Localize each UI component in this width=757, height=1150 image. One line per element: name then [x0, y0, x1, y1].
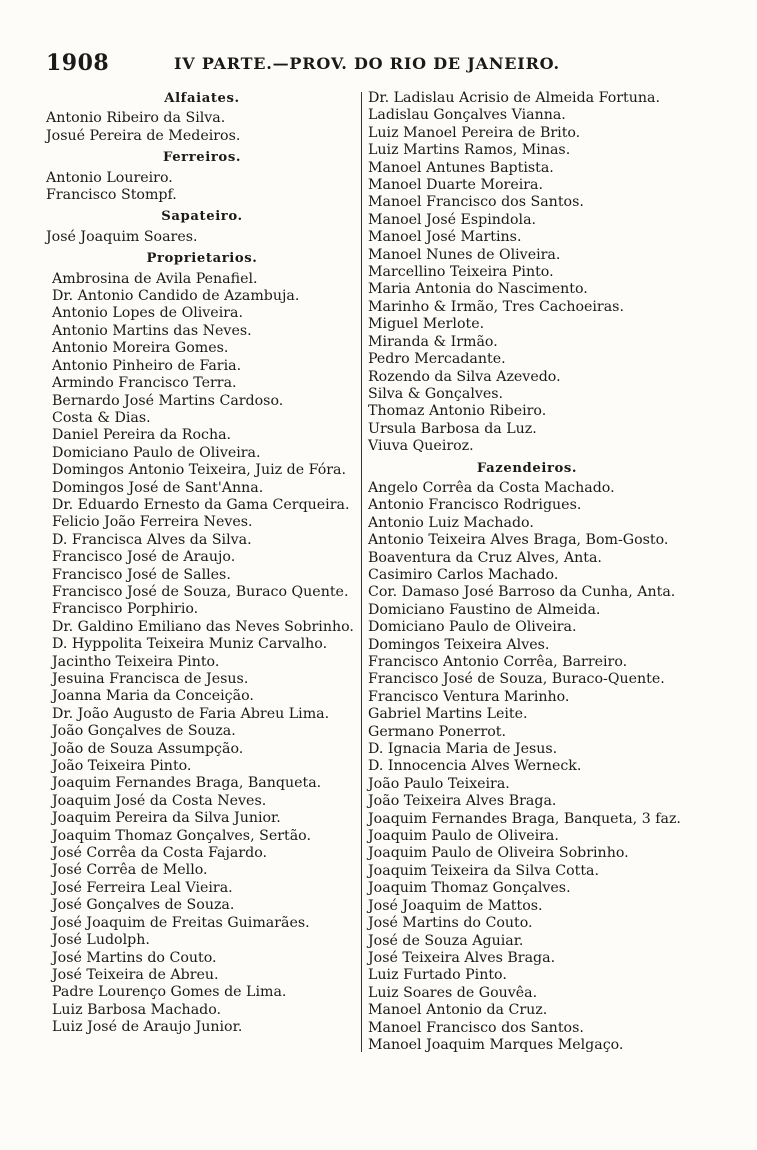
list-item: José de Souza Aguiar. — [368, 932, 524, 949]
list-fazendeiros — [368, 480, 686, 1054]
list-item: Joaquim Paulo de Oliveira. — [368, 828, 559, 845]
list-item: Marcellino Teixeira Pinto. — [368, 264, 554, 281]
section-alfaiates — [46, 90, 358, 145]
list-item: Francisco Antonio Corrêa, Barreiro. — [368, 654, 628, 670]
list-item: Casimiro Carlos Machado. — [368, 566, 559, 583]
list-item: José Corrêa da Costa Fajardo. — [52, 845, 268, 862]
column-divider — [361, 92, 362, 1052]
list-item: Dr. Antonio Candido de Azambuja. — [52, 288, 300, 305]
list-item: Francisco Stompf. — [46, 187, 177, 204]
list-proprietarios-continued — [368, 90, 686, 456]
list-item: Costa & Dias. — [52, 409, 151, 426]
list-item: João de Souza Assumpção. — [52, 740, 244, 757]
list-item: Manoel José Martins. — [368, 229, 522, 246]
list-ferreiros — [46, 170, 358, 205]
list-item: Padre Lourenço Gomes de Lima. — [52, 984, 287, 1001]
list-item: Antonio Lopes de Oliveira. — [52, 305, 243, 322]
list-item: Domiciano Faustino de Almeida. — [368, 601, 601, 618]
list-item: Angelo Corrêa da Costa Machado. — [368, 479, 615, 496]
section-title-proprietarios: Proprietarios. — [146, 251, 258, 267]
list-item: Dr. Galdino Emiliano das Neves Sobrinho. — [52, 618, 354, 635]
list-item: José Joaquim de Mattos. — [368, 897, 543, 914]
section-ferreiros — [46, 149, 358, 204]
list-item: Francisco Porphirio. — [52, 601, 199, 618]
list-item: Dr. Ladislau Acrisio de Almeida Fortuna. — [368, 90, 660, 106]
list-item: Joanna Maria da Conceição. — [52, 688, 254, 705]
list-item: Pedro Mercadante. — [368, 351, 506, 368]
list-item: João Teixeira Pinto. — [52, 758, 192, 775]
list-item: D. Francisca Alves da Silva. — [52, 531, 252, 548]
list-item: Luiz José de Araujo Junior. — [52, 1019, 243, 1036]
list-item: Ambrosina de Avila Penafiel. — [52, 270, 258, 287]
list-item: Domingos José de Sant'Anna. — [52, 479, 264, 496]
section-fazendeiros — [368, 460, 686, 1055]
list-item: Boaventura da Cruz Alves, Anta. — [368, 549, 602, 566]
list-item: Thomaz Antonio Ribeiro. — [368, 403, 547, 420]
list-item: Domingos Teixeira Alves. — [368, 636, 550, 653]
section-sapateiro — [46, 208, 358, 246]
list-item: Cor. Damaso José Barroso da Cunha, Anta. — [368, 584, 676, 601]
list-item: Antonio Ribeiro da Silva. — [46, 110, 226, 127]
list-item: Maria Antonia do Nascimento. — [368, 281, 588, 298]
list-item: D. Ignacia Maria de Jesus. — [368, 741, 558, 758]
list-item: Joaquim Thomaz Gonçalves. — [368, 880, 571, 897]
list-item: Francisco José de Salles. — [52, 566, 231, 583]
list-item: Joaquim Thomaz Gonçalves, Sertão. — [52, 827, 311, 844]
list-item: Miguel Merlote. — [368, 316, 485, 333]
right-column — [368, 90, 686, 1058]
list-item: Francisco José de Souza, Buraco Quente. — [52, 583, 349, 600]
list-item: Luiz Manoel Pereira de Brito. — [368, 124, 581, 141]
list-item: D. Hyppolita Teixeira Muniz Carvalho. — [52, 636, 328, 653]
list-item: Antonio Pinheiro de Faria. — [52, 357, 242, 374]
list-item: Antonio Teixeira Alves Braga, Bom-Gosto. — [368, 532, 669, 549]
section-title-sapateiro: Sapateiro. — [161, 209, 243, 225]
list-item: Jacintho Teixeira Pinto. — [52, 653, 220, 670]
list-item: Joaquim Pereira da Silva Junior. — [52, 810, 281, 827]
list-item: Joaquim Paulo de Oliveira Sobrinho. — [368, 845, 629, 862]
list-item: Luiz Martins Ramos, Minas. — [368, 142, 571, 159]
list-item: José Martins do Couto. — [368, 915, 533, 932]
list-item: Manoel Antonio da Cruz. — [368, 1002, 548, 1019]
list-item: Joaquim Fernandes Braga, Banqueta, 3 faz. — [368, 810, 681, 827]
list-item: Joaquim José da Costa Neves. — [52, 792, 267, 809]
list-item: Manoel Francisco dos Santos. — [368, 1019, 584, 1036]
section-proprietarios — [46, 250, 358, 1036]
list-sapateiro — [46, 229, 358, 246]
list-alfaiates — [46, 110, 358, 145]
page-number: 1908 — [46, 50, 110, 76]
list-item: Felicio João Ferreira Neves. — [52, 514, 253, 531]
section-title-alfaiates: Alfaiates. — [164, 91, 240, 106]
list-item: Silva & Gonçalves. — [368, 385, 504, 402]
list-item: José Corrêa de Mello. — [52, 862, 208, 879]
list-item: Domingos Antonio Teixeira, Juiz de Fóra. — [52, 462, 346, 479]
list-item: José Teixeira de Abreu. — [52, 966, 219, 983]
list-item: José Martins do Couto. — [52, 949, 217, 966]
list-item: Antonio Francisco Rodrigues. — [368, 497, 582, 514]
list-item: Ursula Barbosa da Luz. — [368, 420, 537, 437]
list-item: Francisco Ventura Marinho. — [368, 688, 570, 705]
section-proprietarios-continued — [368, 90, 686, 456]
list-item: Joaquim Fernandes Braga, Banqueta. — [52, 775, 322, 792]
list-item: Antonio Luiz Machado. — [368, 514, 534, 531]
list-item: Domiciano Paulo de Oliveira. — [52, 444, 261, 461]
page-header-title: IV PARTE.—PROV. DO RIO DE JANEIRO. — [174, 54, 560, 73]
list-item: Domiciano Paulo de Oliveira. — [368, 619, 577, 636]
section-title-ferreiros: Ferreiros. — [162, 150, 242, 166]
list-item: Joaquim Teixeira da Silva Cotta. — [368, 862, 599, 879]
list-item: José Joaquim Soares. — [46, 228, 198, 245]
list-item: Bernardo José Martins Cardoso. — [52, 392, 284, 409]
list-item: Manoel Antunes Baptista. — [368, 159, 554, 176]
left-column — [46, 90, 358, 1041]
list-item: Luiz Furtado Pinto. — [368, 967, 507, 984]
list-item: José Ludolph. — [52, 932, 150, 949]
list-item: Marinho & Irmão, Tres Cachoeiras. — [368, 298, 624, 315]
section-title-fazendeiros: Fazendeiros. — [476, 460, 578, 476]
list-item: Antonio Loureiro. — [46, 169, 173, 186]
list-item: Ladislau Gonçalves Vianna. — [368, 107, 566, 124]
list-item: Antonio Moreira Gomes. — [52, 340, 229, 357]
list-item: Viuva Queiroz. — [368, 438, 474, 455]
list-item: Rozendo da Silva Azevedo. — [368, 368, 561, 385]
list-item: Armindo Francisco Terra. — [52, 375, 237, 392]
list-item: Manoel Duarte Moreira. — [368, 177, 544, 194]
list-item: Manoel José Espindola. — [368, 211, 537, 228]
list-item: Manoel Nunes de Oliveira. — [368, 246, 561, 263]
list-item: José Gonçalves de Souza. — [52, 897, 235, 914]
list-item: Miranda & Irmão. — [368, 333, 498, 350]
list-item: Luiz Soares de Gouvêa. — [368, 984, 538, 1001]
list-item: José Teixeira Alves Braga. — [368, 949, 556, 966]
list-item: João Gonçalves de Souza. — [52, 723, 236, 740]
list-item: Antonio Martins das Neves. — [52, 322, 252, 339]
list-item: Dr. João Augusto de Faria Abreu Lima. — [52, 705, 330, 722]
list-item: João Paulo Teixeira. — [368, 775, 510, 792]
list-item: Francisco José de Souza, Buraco-Quente. — [368, 671, 665, 688]
list-item: Jesuina Francisca de Jesus. — [52, 671, 249, 687]
list-item: Manoel Francisco dos Santos. — [368, 194, 584, 211]
list-item: Manoel Joaquim Marques Melgaço. — [368, 1036, 624, 1053]
list-item: D. Innocencia Alves Werneck. — [368, 758, 582, 775]
list-item: José Ferreira Leal Vieira. — [52, 879, 233, 896]
list-item: Luiz Barbosa Machado. — [52, 1001, 222, 1018]
list-proprietarios — [46, 271, 358, 1037]
list-item: Daniel Pereira da Rocha. — [52, 427, 232, 444]
list-item: Francisco José de Araujo. — [52, 549, 236, 566]
list-item: Josué Pereira de Medeiros. — [46, 127, 241, 144]
list-item: João Teixeira Alves Braga. — [368, 793, 557, 810]
list-item: Dr. Eduardo Ernesto da Gama Cerqueira. — [52, 496, 350, 513]
list-item: Germano Ponerrot. — [368, 723, 506, 740]
list-item: José Joaquim de Freitas Guimarães. — [52, 914, 310, 931]
list-item: Gabriel Martins Leite. — [368, 706, 528, 723]
